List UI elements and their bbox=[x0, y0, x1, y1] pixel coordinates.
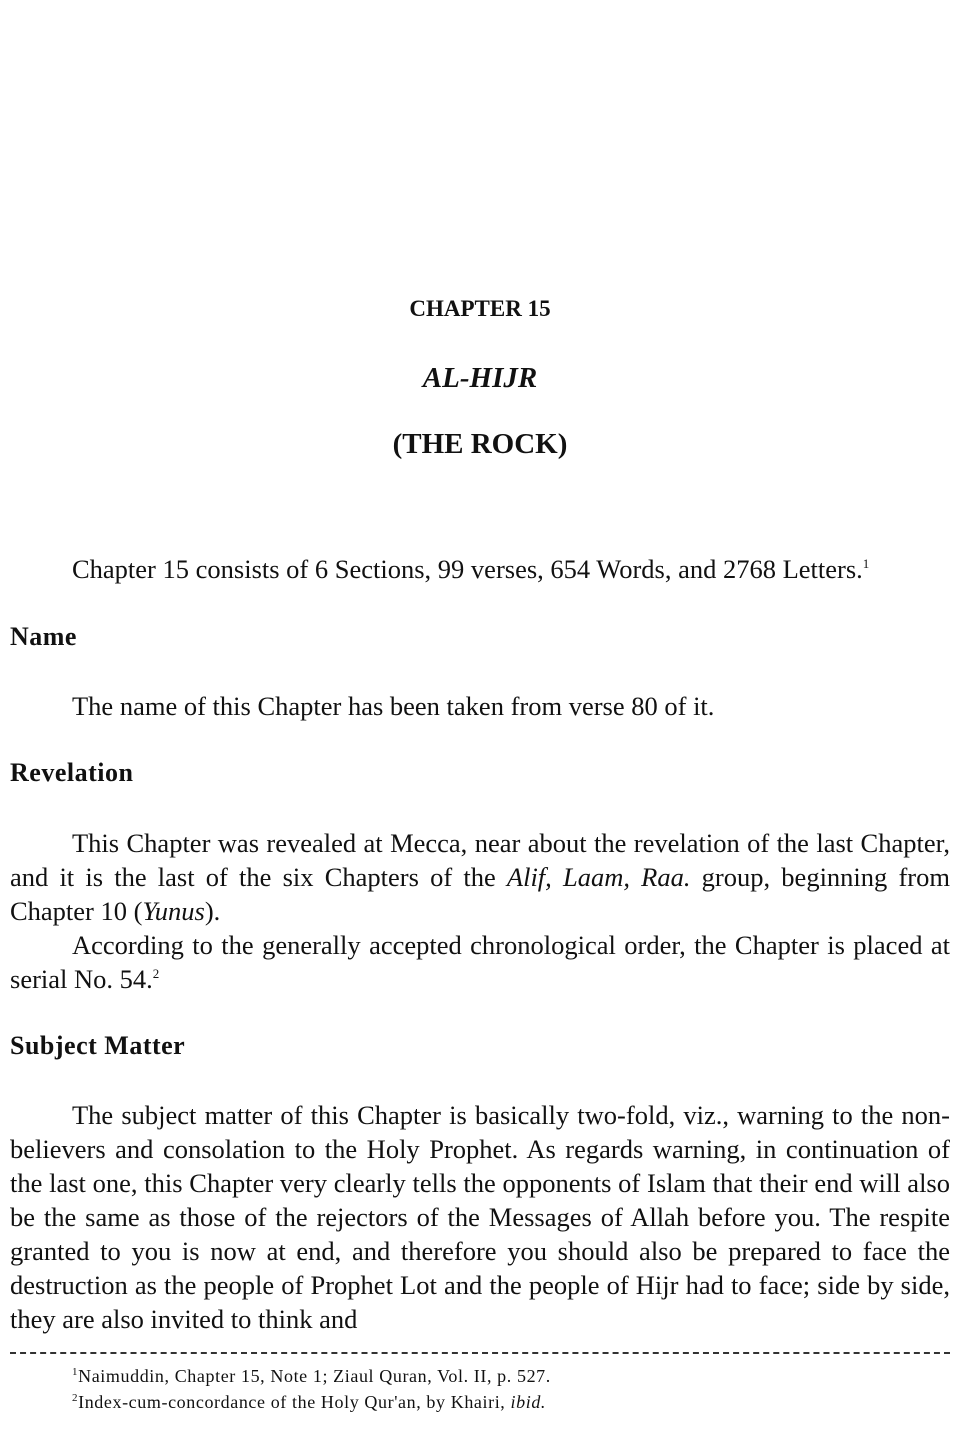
revelation-paragraph-1: This Chapter was revealed at Mecca, near about the revelation of the last Chapter, and it is the last of the six Chapters of the Alif, Laam, Raa. group, beginning from Chapter 10 (Yunus). bbox=[10, 828, 950, 926]
section-heading-revelation: Revelation bbox=[10, 758, 134, 787]
revelation-paragraph-2: According to the generally accepted chronological order, the Chapter is placed at serial No. 54.$^2$ bbox=[10, 930, 950, 994]
footnote-ref-2: 2 bbox=[152, 966, 160, 982]
group-name: Alif, Laam, Raa. bbox=[506, 862, 691, 892]
intro-paragraph bbox=[10, 552, 950, 586]
subject-matter-paragraph: The subject matter of this Chapter is basically two-fold, viz., warning to the non-believers and consolation to the Holy Prophet. As regards warning, in continuation of the last one, this Chapter very clearly tells the opponents of Islam that their end will also be the same as those of the rejectors of the Messages of Allah before you. The respite granted to you is now at end, and therefore you should also be prepared to face the destruction as the people of Prophet Lot and the people of Hijr had to face; side by side, they are also invited to think and bbox=[10, 1100, 950, 1334]
footnote-2: $^2$Index-cum-concordance of the Holy Qur'an, by Khairi, ibid. bbox=[72, 1392, 547, 1412]
section-heading-name: Name bbox=[10, 622, 77, 651]
chapter-reference: Yunus bbox=[142, 896, 205, 926]
footnote-1: $^1$Naimuddin, Chapter 15, Note 1; Ziaul Quran, Vol. II, p. 527. bbox=[72, 1366, 551, 1386]
chapter-subtitle: (THE ROCK) bbox=[392, 428, 568, 460]
chapter-title: AL-HIJR bbox=[422, 362, 538, 394]
section-heading-subject-matter: Subject Matter bbox=[10, 1031, 186, 1060]
name-paragraph: The name of this Chapter has been taken from verse 80 of it. bbox=[72, 691, 715, 721]
footnote-ref-1: 1 bbox=[862, 556, 870, 572]
chapter-number: CHAPTER 15 bbox=[409, 296, 551, 321]
intro-text: Chapter 15 consists of 6 Sections, 99 verses, 654 Words, and 2768 Letters. bbox=[72, 554, 863, 584]
footnote-divider bbox=[10, 1352, 950, 1354]
